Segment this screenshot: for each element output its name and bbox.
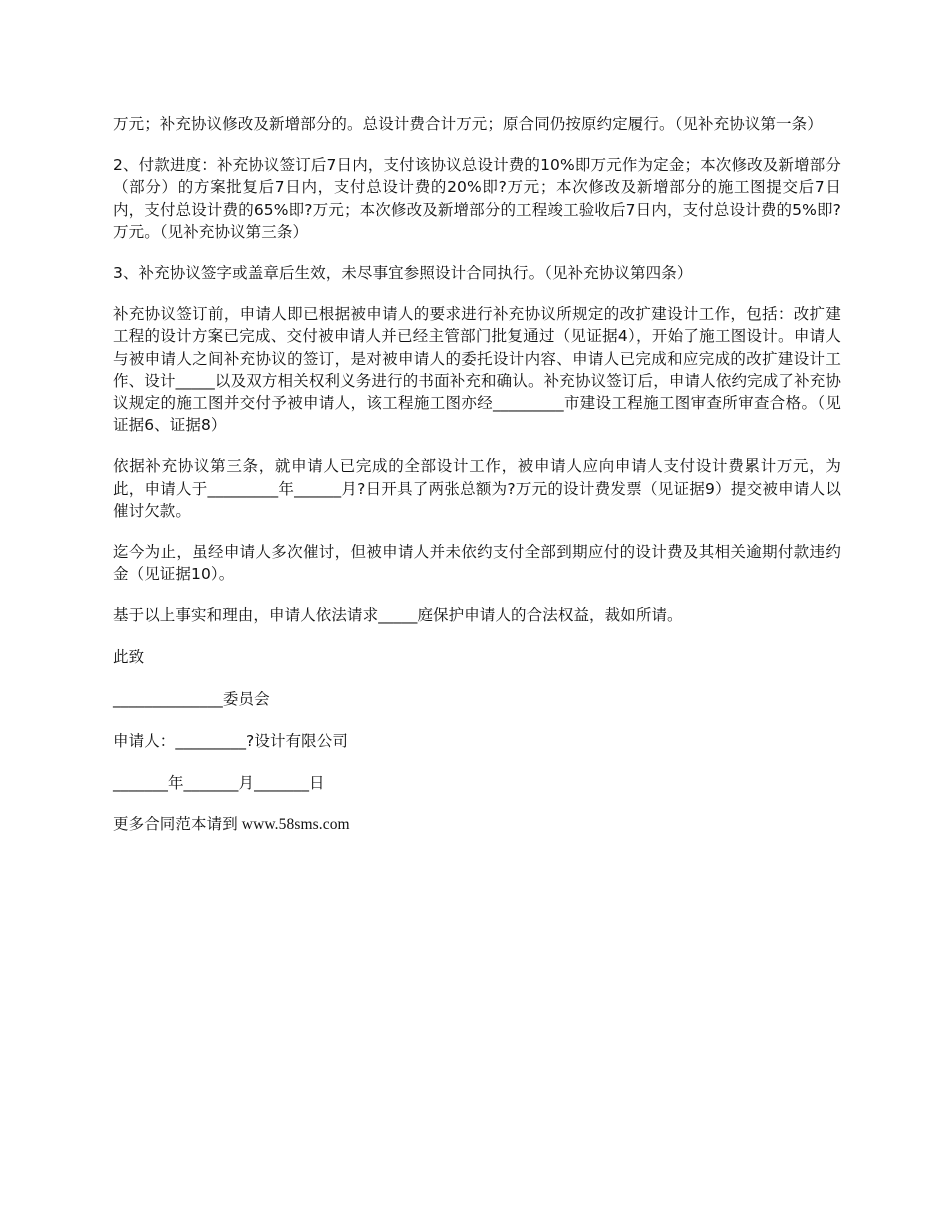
paragraph-effective-clause: 3、补充协议签字或盖章后生效，未尽事宜参照设计合同执行。（见补充协议第四条） (113, 264, 693, 283)
paragraph-total-fee: 万元；补充协议修改及新增部分的。总设计费合计万元；原合同仍按原约定履行。（见补充协议第一条） (113, 115, 823, 133)
paragraph-payment-schedule: 2、付款进度：补充协议签订后7日内，支付该协议总设计费的10%即万元作为定金；本次修改及新增部分（部分）的方案批复后7日内，支付总设计费的20%即?万元；本次修改及新增部分的施工图提交后7日内，支付总设计费的65%即?万元；本次修改及新增部分的工程竣工验收后7日内，支付总设计费的5%即?万元。（见补充协议第三条） (113, 156, 841, 241)
salutation: 此致 (113, 647, 145, 666)
paragraph-background: 补充协议签订前，申请人即已根据被申请人的要求进行补充协议所规定的改扩建设计工作，包括：改扩建工程的设计方案已完成、交付被申请人并已经主管部门批复通过（见证据4），开始了施工图设计。申请人与被申请人之间补充协议的签订，是对被申请人的委托设计内容、申请人已完成和应完成的改扩建设计工作、设计_____以及双方相关权利义务进行的书面补充和确认。补充协议签订后，申请人依约完成了补充协议规定的施工图并交付予被申请人，该工程施工图亦经_________市建设工程施工图审查所审查合格。（见证据6、证据8） (113, 305, 841, 435)
recipient-committee: ______________委员会 (113, 689, 270, 708)
paragraph-nonpayment: 迄今为止，虽经申请人多次催讨，但被申请人并未依约支付全部到期应付的设计费及其相关逾期付款违约金（见证据10）。 (113, 543, 841, 584)
document-body (113, 113, 841, 856)
date-line: _______年_______月_______日 (113, 774, 325, 793)
paragraph-request: 基于以上事实和理由，申请人依法请求_____庭保护申请人的合法权益，裁如所请。 (113, 606, 683, 625)
paragraph-invoice: 依据补充协议第三条，就申请人已完成的全部设计工作，被申请人应向申请人支付设计费累计万元，为此，申请人于_________年______月?日开具了两张总额为?万元的设计费发票（见证据9）提交被申请人以催讨欠款。 (113, 457, 841, 520)
applicant-signature: 申请人：_________?设计有限公司 (113, 732, 348, 751)
footer-link-text: 更多合同范本请到 www.58sms.com (113, 816, 350, 834)
